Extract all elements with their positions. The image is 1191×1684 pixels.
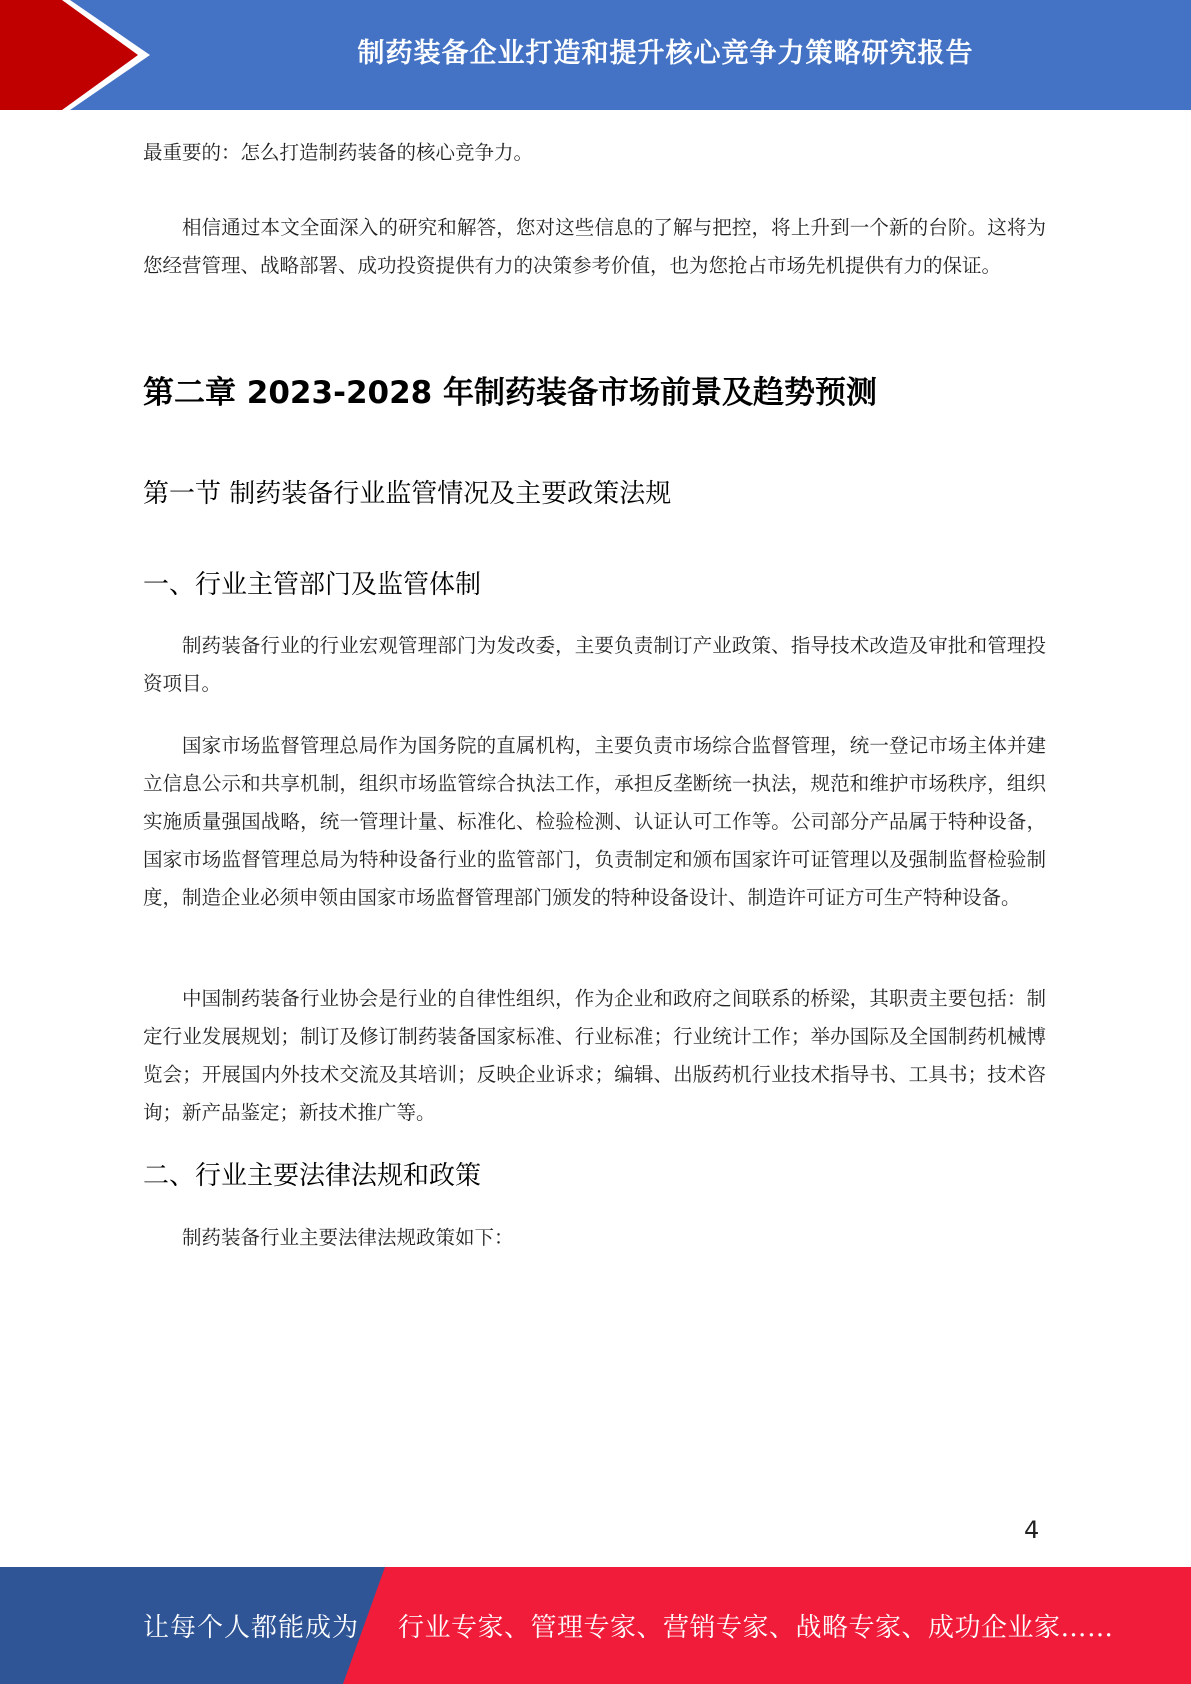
page-header [0,0,1191,110]
chapter-title: 第二章 2023-2028 年制药装备市场前景及趋势预测 [143,375,878,411]
page-footer [0,1567,1191,1684]
paragraph-association: 中国制药装备行业协会是行业的自律性组织，作为企业和政府之间联系的桥梁，其职责主要包括：制定行业发展规划；制订及修订制药装备国家标准、行业标准；行业统计工作；举办国际及全国制药机械博览会；开展国内外技术交流及其培训；反映企业诉求；编辑、出版药机行业技术指导书、工具书；技术咨询；新产品鉴定；新技术推广等。 [143,987,1046,1124]
subsection-title-1: 一、行业主管部门及监管体制 [143,570,482,600]
header-title: 制药装备企业打造和提升核心竞争力策略研究报告 [357,37,974,69]
subsection-title-2: 二、行业主要法律法规和政策 [143,1161,482,1191]
page-number: 4 [1024,1516,1040,1544]
paragraph-intro-end: 最重要的：怎么打造制药装备的核心竞争力。 [143,141,534,164]
paragraph-samr: 国家市场监督管理总局作为国务院的直属机构，主要负责市场综合监督管理，统一登记市场主体并建立信息公示和共享机制，组织市场监管综合执法工作，承担反垄断统一执法，规范和维护市场秩序，组织实施质量强国战略，统一管理计量、标准化、检验检测、认证认可工作等。公司部分产品属于特种设备，国家市场监督管理总局为特种设备行业的监管部门，负责制定和颁布国家许可证管理以及强制监督检验制度，制造企业必须申领由国家市场监督管理部门颁发的特种设备设计、制造许可证方可生产特种设备。 [143,734,1046,909]
section-title: 第一节 制药装备行业监管情况及主要政策法规 [143,479,672,509]
paragraph-regulator: 制药装备行业的行业宏观管理部门为发改委，主要负责制订产业政策、指导技术改造及审批和管理投资项目。 [143,634,1046,695]
footer-slogan-right: 行业专家、管理专家、营销专家、战略专家、成功企业家…… [398,1613,1114,1643]
footer-slogan-left: 让每个人都能成为 [143,1613,360,1643]
paragraph-belief: 相信通过本文全面深入的研究和解答，您对这些信息的了解与把控，将上升到一个新的台阶。这将为您经营管理、战略部署、成功投资提供有力的决策参考价值，也为您抢占市场先机提供有力的保证。 [143,216,1046,277]
paragraph-laws-intro: 制药装备行业主要法律法规政策如下： [182,1226,514,1249]
